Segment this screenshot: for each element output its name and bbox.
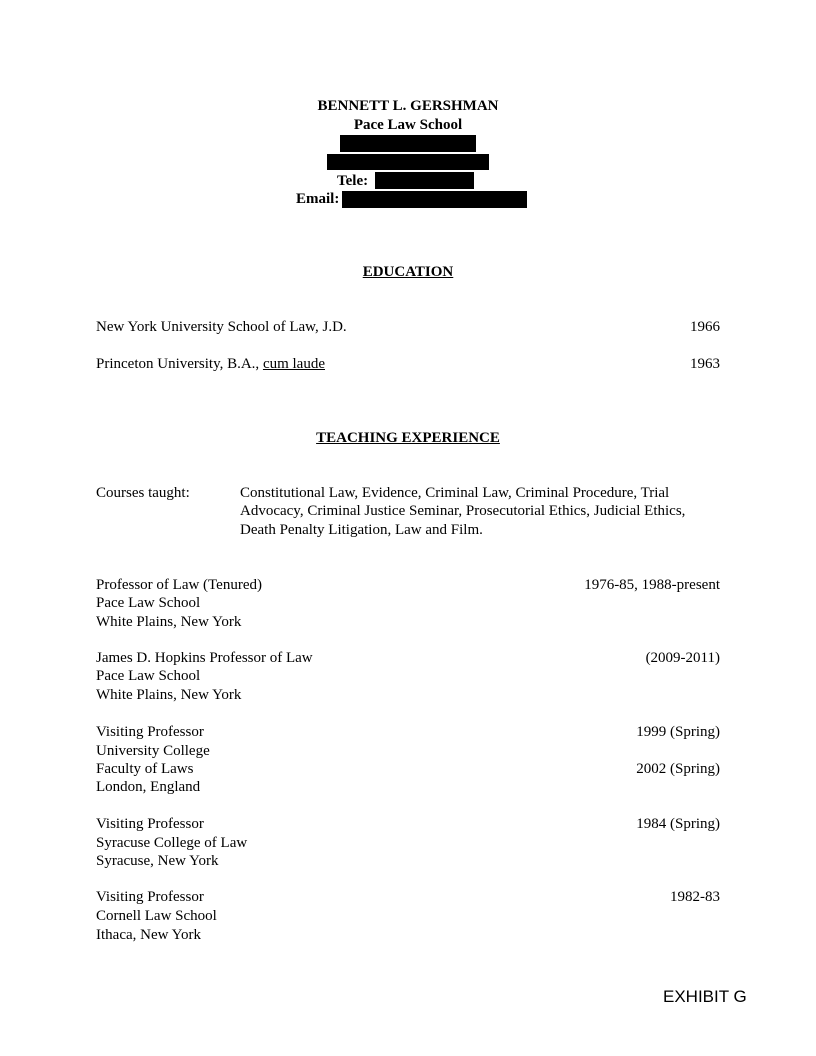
position-institution: Pace Law School	[96, 668, 201, 684]
position-location: White Plains, New York	[96, 687, 242, 703]
position-location: London, England	[96, 779, 201, 795]
position-location: Syracuse, New York	[96, 853, 219, 869]
education-entry-princeton-text: Princeton University, B.A.,	[96, 356, 263, 372]
courses-label: Courses taught:	[96, 485, 190, 501]
redacted-address-line-1	[340, 135, 476, 152]
position-title: James D. Hopkins Professor of Law	[96, 650, 313, 666]
education-honor: cum laude	[262, 356, 325, 372]
exhibit-label: EXHIBIT G	[663, 987, 747, 1006]
education-entry-princeton	[96, 355, 325, 373]
education-heading: EDUCATION	[362, 264, 454, 280]
resume-name: BENNETT L. GERSHMAN	[317, 98, 499, 114]
courses-line-3: Death Penalty Litigation, Law and Film.	[240, 522, 483, 538]
position-institution: Cornell Law School	[96, 908, 217, 924]
courses-line-1: Constitutional Law, Evidence, Criminal Law, Criminal Procedure, Trial	[240, 485, 670, 501]
email-label: Email:	[296, 191, 340, 207]
position-date: 1976-85, 1988-present	[584, 577, 720, 593]
position-title: Visiting Professor	[96, 724, 204, 740]
education-year-nyu: 1966	[690, 319, 720, 335]
position-institution: Syracuse College of Law	[96, 835, 248, 851]
position-location: White Plains, New York	[96, 614, 242, 630]
courses-line-2: Advocacy, Criminal Justice Seminar, Prosecutorial Ethics, Judicial Ethics,	[240, 503, 686, 519]
redacted-email	[342, 191, 527, 208]
position-location: Ithaca, New York	[96, 927, 201, 943]
position-date-2: 2002 (Spring)	[636, 761, 720, 777]
position-date: 1984 (Spring)	[636, 816, 720, 832]
tele-label: Tele:	[337, 173, 369, 189]
position-date: 1999 (Spring)	[636, 724, 720, 740]
teaching-heading: TEACHING EXPERIENCE	[316, 430, 500, 446]
position-institution: Pace Law School	[96, 595, 201, 611]
education-entry-nyu: New York University School of Law, J.D.	[96, 319, 347, 335]
position-department: Faculty of Laws	[96, 761, 194, 777]
redacted-telephone	[375, 172, 474, 189]
education-year-princeton: 1963	[690, 356, 720, 372]
position-title: Professor of Law (Tenured)	[96, 577, 262, 593]
position-title: Visiting Professor	[96, 889, 204, 905]
redacted-address-line-2	[327, 154, 489, 170]
position-date: (2009-2011)	[645, 650, 720, 666]
position-title: Visiting Professor	[96, 816, 204, 832]
header-school: Pace Law School	[353, 117, 463, 133]
position-institution: University College	[96, 743, 210, 759]
position-date: 1982-83	[670, 889, 720, 905]
